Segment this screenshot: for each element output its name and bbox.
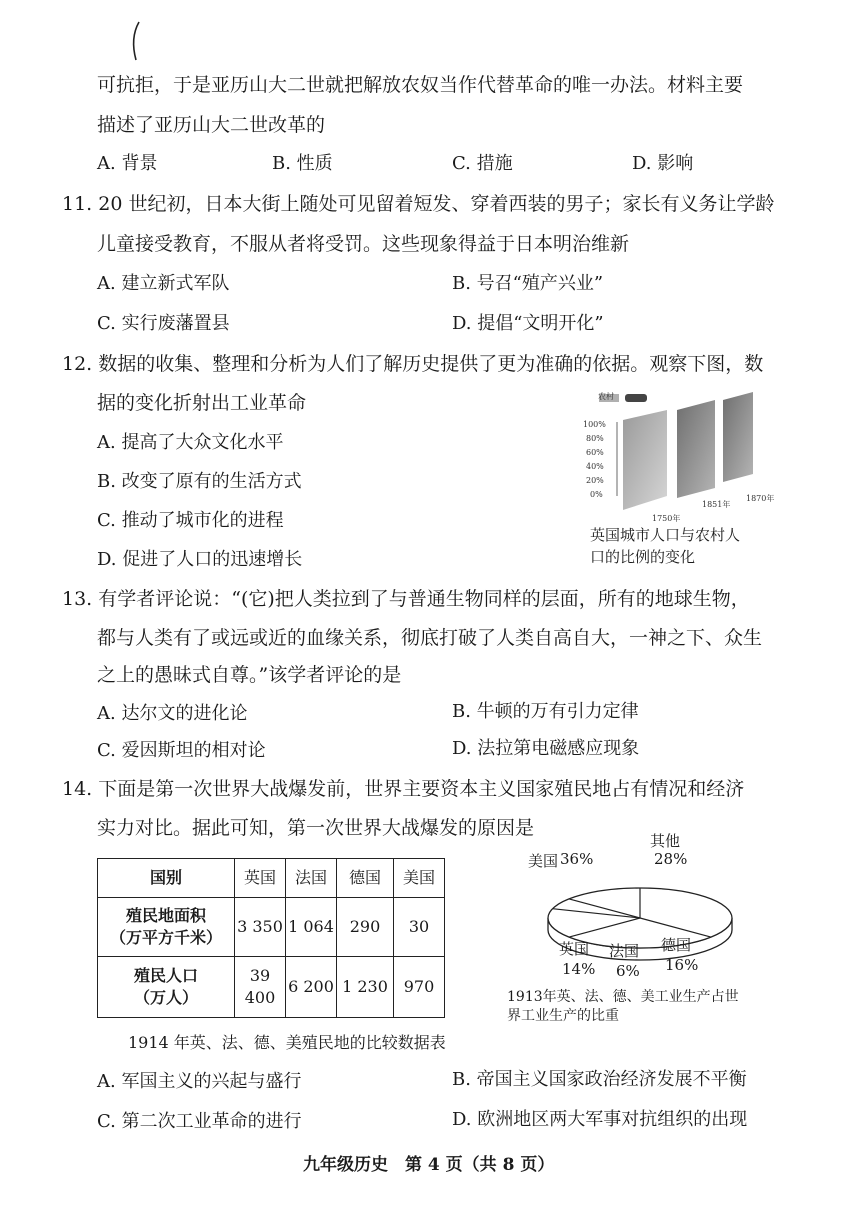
- table-caption: 1914 年英、法、德、美殖民地的比较数据表: [128, 1033, 446, 1052]
- legend-swatch-rural: [625, 394, 647, 402]
- header-usa: 美国: [394, 859, 445, 898]
- cell-usa-area: 30: [394, 898, 445, 957]
- q14-stem-line1: 14. 下面是第一次世界大战爆发前，世界主要资本主义国家殖民地占有情况和经济: [62, 778, 745, 800]
- q10-option-b: B. 性质: [272, 153, 333, 174]
- cell-germany-area: 290: [337, 898, 394, 957]
- pie-chart-title: 1913年英、法、德、美工业生产占世界工业生产的比重: [507, 989, 739, 1024]
- y-tick-80: 80%: [586, 434, 604, 443]
- pie-value-france: 6%: [616, 962, 640, 980]
- cell-britain-area: 3 350: [235, 898, 286, 957]
- figure-caption-line2: 口的比例的变化: [590, 548, 696, 566]
- y-tick-40: 40%: [586, 462, 604, 471]
- bar-1870: [723, 392, 753, 482]
- year-1870: 1870年: [746, 494, 775, 503]
- y-tick-20: 20%: [586, 476, 604, 485]
- q12-stem-line1: 12. 数据的收集、整理和分析为人们了解历史提供了更为准确的依据。观察下图，数: [62, 353, 764, 375]
- y-tick-100: 100%: [583, 420, 606, 429]
- year-1750: 1750年: [652, 514, 681, 523]
- pie-value-germany: 16%: [665, 956, 699, 974]
- q14-stem-line2: 实力对比。据此可知，第一次世界大战爆发的原因是: [97, 817, 535, 839]
- bar-1851: [677, 400, 715, 498]
- q11-option-b: B. 号召“殖产兴业”: [452, 273, 604, 294]
- header-france: 法国: [286, 859, 337, 898]
- q14-option-d: D. 欧洲地区两大军事对抗组织的出现: [452, 1109, 748, 1130]
- colonial-data-table: [97, 858, 445, 1018]
- q12-option-c: C. 推动了城市化的进程: [97, 510, 284, 531]
- cell-usa-population: 970: [394, 957, 445, 1018]
- q12-option-a: A. 提高了大众文化水平: [97, 432, 284, 453]
- q10-option-a: A. 背景: [97, 153, 158, 174]
- pie-label-germany: 德国: [661, 936, 692, 954]
- header-country: 国别: [98, 859, 235, 898]
- q13-option-a: A. 达尔文的进化论: [97, 703, 248, 724]
- page-footer: 九年级历史 第 4 页（共 8 页）: [303, 1155, 555, 1175]
- q13-option-b: B. 牛顿的万有引力定律: [452, 701, 639, 722]
- cell-france-population: 6 200: [286, 957, 337, 1018]
- q13-stem-line2: 都与人类有了或远或近的血缘关系，彻底打破了人类自高自大，一神之下、众生: [97, 627, 763, 649]
- q11-stem-line1: 11. 20 世纪初，日本大街上随处可见留着短发、穿着西装的男子；家长有义务让学龄: [62, 193, 775, 215]
- pie-label-france: 法国: [609, 942, 640, 960]
- pie-label-britain: 英国: [559, 940, 590, 958]
- q12-option-d: D. 促进了人口的迅速增长: [97, 549, 303, 570]
- row-label-area: 殖民地面积 （万平方千米）: [98, 898, 235, 957]
- y-tick-60: 60%: [586, 448, 604, 457]
- q11-option-d: D. 提倡“文明开化”: [452, 313, 604, 334]
- pen-mark: [128, 20, 142, 62]
- bar-1750: [623, 410, 667, 510]
- pie-value-britain: 14%: [562, 960, 596, 978]
- q14-option-a: A. 军国主义的兴起与盛行: [97, 1071, 302, 1092]
- cell-britain-population: 39 400: [235, 957, 286, 1018]
- q11-option-a: A. 建立新式军队: [97, 273, 230, 294]
- figure-legend-label: 农村: [598, 392, 614, 401]
- header-germany: 德国: [337, 859, 394, 898]
- q12-option-b: B. 改变了原有的生活方式: [97, 471, 302, 492]
- header-britain: 英国: [235, 859, 286, 898]
- table-row: [98, 898, 445, 957]
- y-tick-0: 0%: [590, 490, 603, 499]
- cell-france-area: 1 064: [286, 898, 337, 957]
- q11-stem-line2: 儿童接受教育，不服从者将受罚。这些现象得益于日本明治维新: [97, 233, 630, 255]
- q10-option-c: C. 措施: [452, 153, 513, 174]
- q10-text-line2: 描述了亚历山大二世改革的: [97, 114, 326, 136]
- year-1851: 1851年: [702, 500, 731, 509]
- q13-option-c: C. 爱因斯坦的相对论: [97, 740, 266, 761]
- q14-option-c: C. 第二次工业革命的进行: [97, 1111, 302, 1132]
- q13-stem-line3: 之上的愚昧式自尊。”该学者评论的是: [97, 664, 402, 686]
- cell-germany-population: 1 230: [337, 957, 394, 1018]
- q13-stem-line1: 13. 有学者评论说：“(它)把人类拉到了与普通生物同样的层面，所有的地球生物，: [62, 588, 750, 610]
- q10-text-line1: 可抗拒，于是亚历山大二世就把解放农奴当作代替革命的唯一办法。材料主要: [97, 74, 744, 96]
- pie-value-other: 28%: [654, 850, 688, 868]
- q13-option-d: D. 法拉第电磁感应现象: [452, 738, 640, 759]
- row-label-population: 殖民人口 （万人）: [98, 957, 235, 1018]
- figure-caption-line1: 英国城市人口与农村人: [590, 526, 741, 544]
- urban-rural-population-figure: [585, 392, 765, 520]
- q11-option-c: C. 实行废藩置县: [97, 313, 230, 334]
- q10-option-d: D. 影响: [632, 153, 694, 174]
- q14-option-b: B. 帝国主义国家政治经济发展不平衡: [452, 1069, 747, 1090]
- pie-label-other: 其他: [650, 832, 681, 850]
- table-row: [98, 957, 445, 1018]
- pie-label-usa: 美国: [528, 852, 559, 870]
- pie-value-usa: 36%: [560, 850, 594, 868]
- table-header-row: [98, 859, 445, 898]
- q12-stem-line2: 据的变化折射出工业革命: [97, 392, 307, 414]
